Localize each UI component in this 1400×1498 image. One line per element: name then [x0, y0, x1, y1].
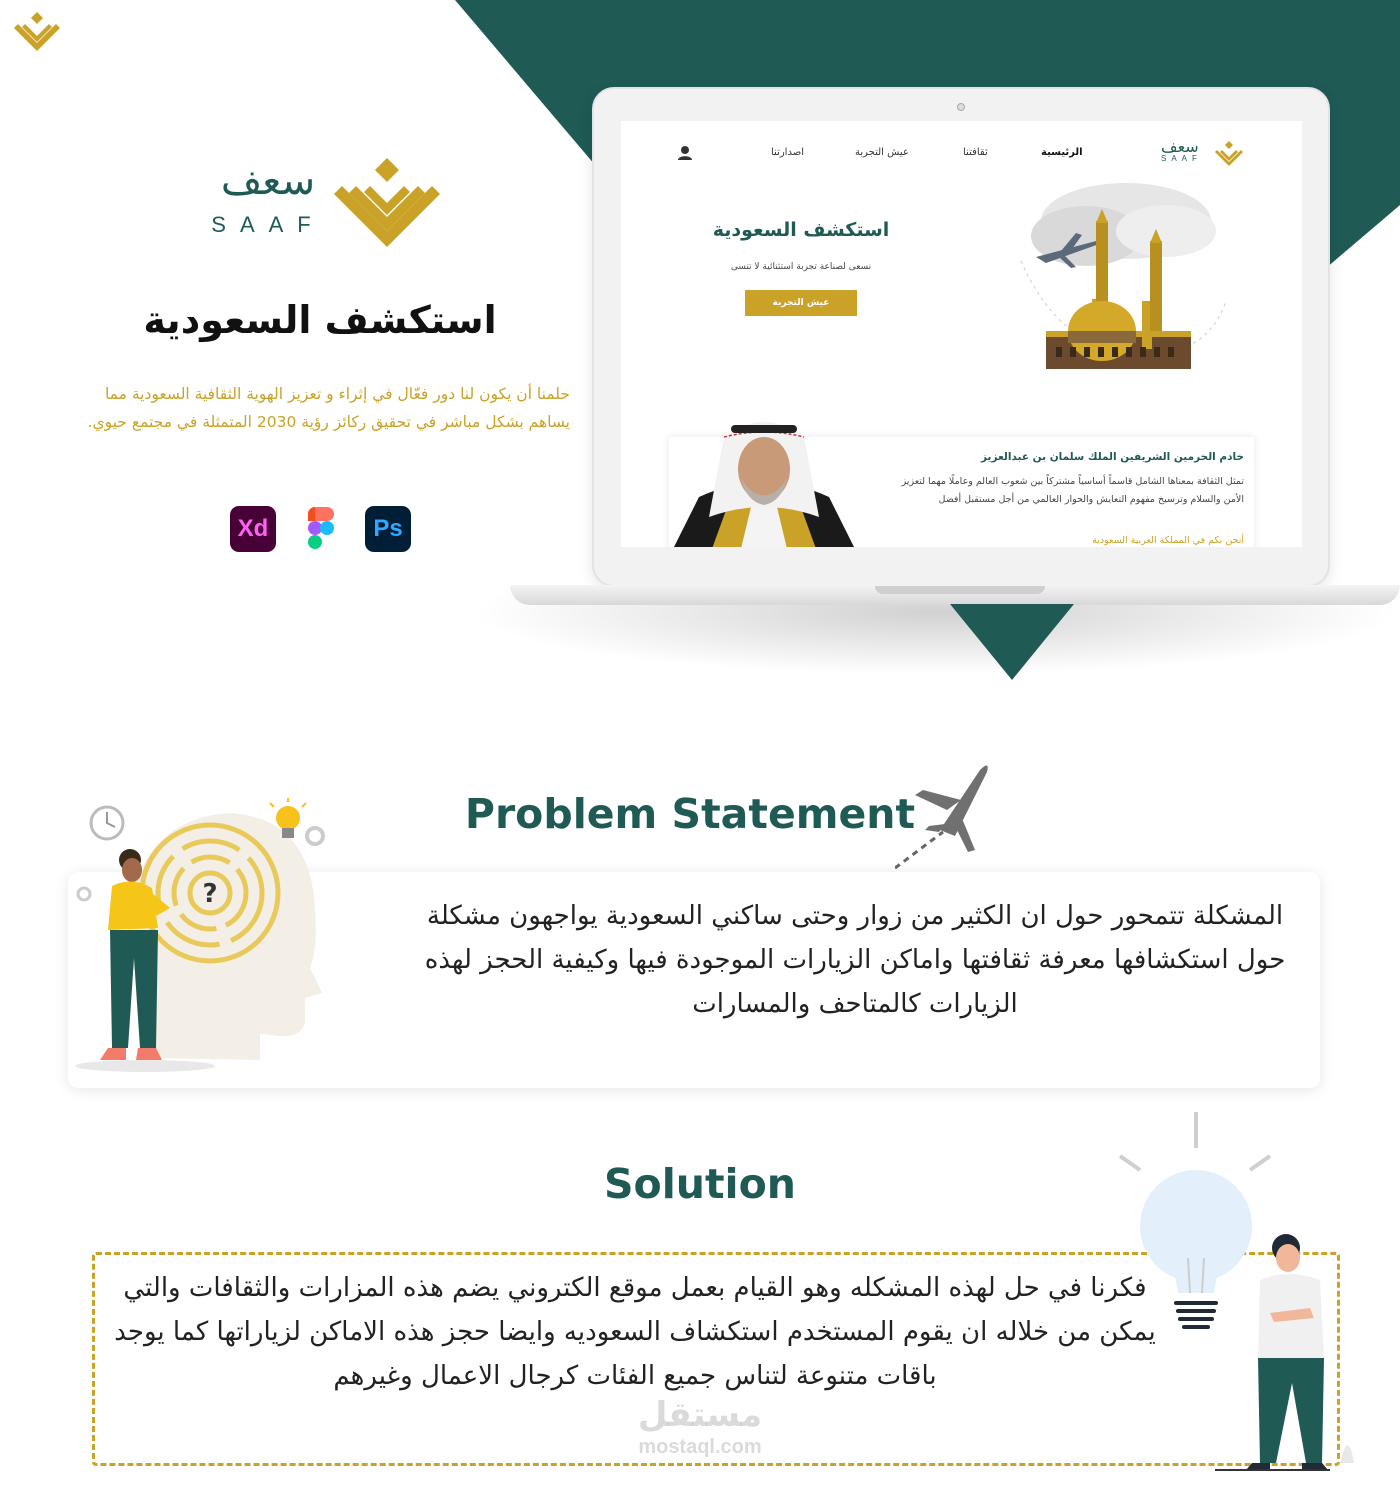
laptop-camera [957, 103, 965, 111]
king-quote-card [669, 437, 1254, 547]
teal-triangle-decoration [950, 604, 1074, 680]
hero-quote: حلمنا أن يكون لنا دور فعّال في إثراء و تعزيز الهوية الثقافية السعودية مما يساهم بشكل مباشر في تحقيق ركائز رؤية 2030 المتمثلة في مجتمع حيوي. [87, 385, 570, 431]
nav-home[interactable]: الرئيسية [1041, 147, 1083, 158]
screen-hero-title: استكشف السعودية [712, 219, 890, 241]
problem-text: المشكلة تتمحور حول ان الكثير من زوار وحتى ساكني السعودية يواجهون مشكلة حول استكشافها معرفة ثقافتها واماكن الزيارات الموجودة فيها وكيفية الحجز لهذه الزيارات كالمتاحف والمسارات [424, 901, 1286, 1019]
watermark-english: mostaql.com [638, 1436, 762, 1458]
nav-logo-arabic: سعف [1161, 137, 1199, 156]
thinking-woman-illustration [60, 798, 350, 1078]
problem-section-title: Problem Statement [464, 790, 916, 838]
watermark-arabic: مستقل [637, 1395, 763, 1435]
solution-section-title: Solution [604, 1160, 796, 1208]
saaf-logo-icon [1214, 140, 1244, 168]
saaf-logo-icon [332, 152, 442, 250]
king-portrait [669, 407, 859, 547]
nav-logo-english: SAAF [1161, 154, 1202, 163]
king-more-text: أنحن بكم في المملكة العربية السعودية [1092, 535, 1244, 546]
nav-experience[interactable]: عيش التجربة [855, 147, 909, 158]
user-icon[interactable] [677, 145, 693, 161]
king-name: خادم الحرمين الشريفين الملك سلمان بن عبدالعزيز [981, 451, 1244, 463]
nav-culture[interactable]: ثقافتنا [963, 147, 988, 158]
king-quote: تمثل الثقافة بمعناها الشامل قاسماً أساسياً مشتركاً بين شعوب العالم وعاملًا مهما لتعزيز الأمن والسلام وترسيخ مفهوم التعايش والحوار العالمي من أجل مستقبل أفضل [901, 476, 1244, 505]
gear-icon [78, 888, 90, 900]
saaf-logo-icon [14, 10, 60, 54]
solution-text: فكرنا في حل لهذه المشكله وهو القيام بعمل موقع الكتروني يضم هذه المزارات والثقافات والتي يمكن من خلاله ان يقوم المستخدم استكشاف السعوديه وايضا حجز هذه الاماكن لزياراتها كما يوجد باقات متنوعة لتناس جميع الفئات كرجال الاعمال وغيرهم [114, 1273, 1156, 1391]
adobe-xd-icon: Xd [230, 506, 276, 552]
hero-title: استكشف السعودية [143, 298, 497, 342]
figma-icon [298, 506, 344, 552]
nav-publications[interactable]: اصدارتنا [771, 147, 804, 158]
laptop-notch [875, 586, 1045, 594]
experience-cta-button[interactable]: عيش التجربة [745, 290, 857, 316]
man-with-lightbulb-illustration [1110, 1108, 1400, 1478]
plane-icon [895, 760, 995, 872]
screen-hero-subtitle: نسعى لصناعة تجربة استثنائية لا تنسى [730, 262, 872, 272]
gear-icon [307, 828, 323, 844]
website-screen [621, 121, 1302, 547]
question-icon: ? [202, 879, 218, 909]
shrine-illustration [1016, 181, 1231, 381]
clock-icon [91, 807, 123, 839]
adobe-photoshop-icon: Ps [365, 506, 411, 552]
brand-name-english: SAAF [211, 212, 325, 237]
brand-name-arabic: سعف [220, 158, 316, 204]
lightbulb-icon [1140, 1170, 1252, 1329]
